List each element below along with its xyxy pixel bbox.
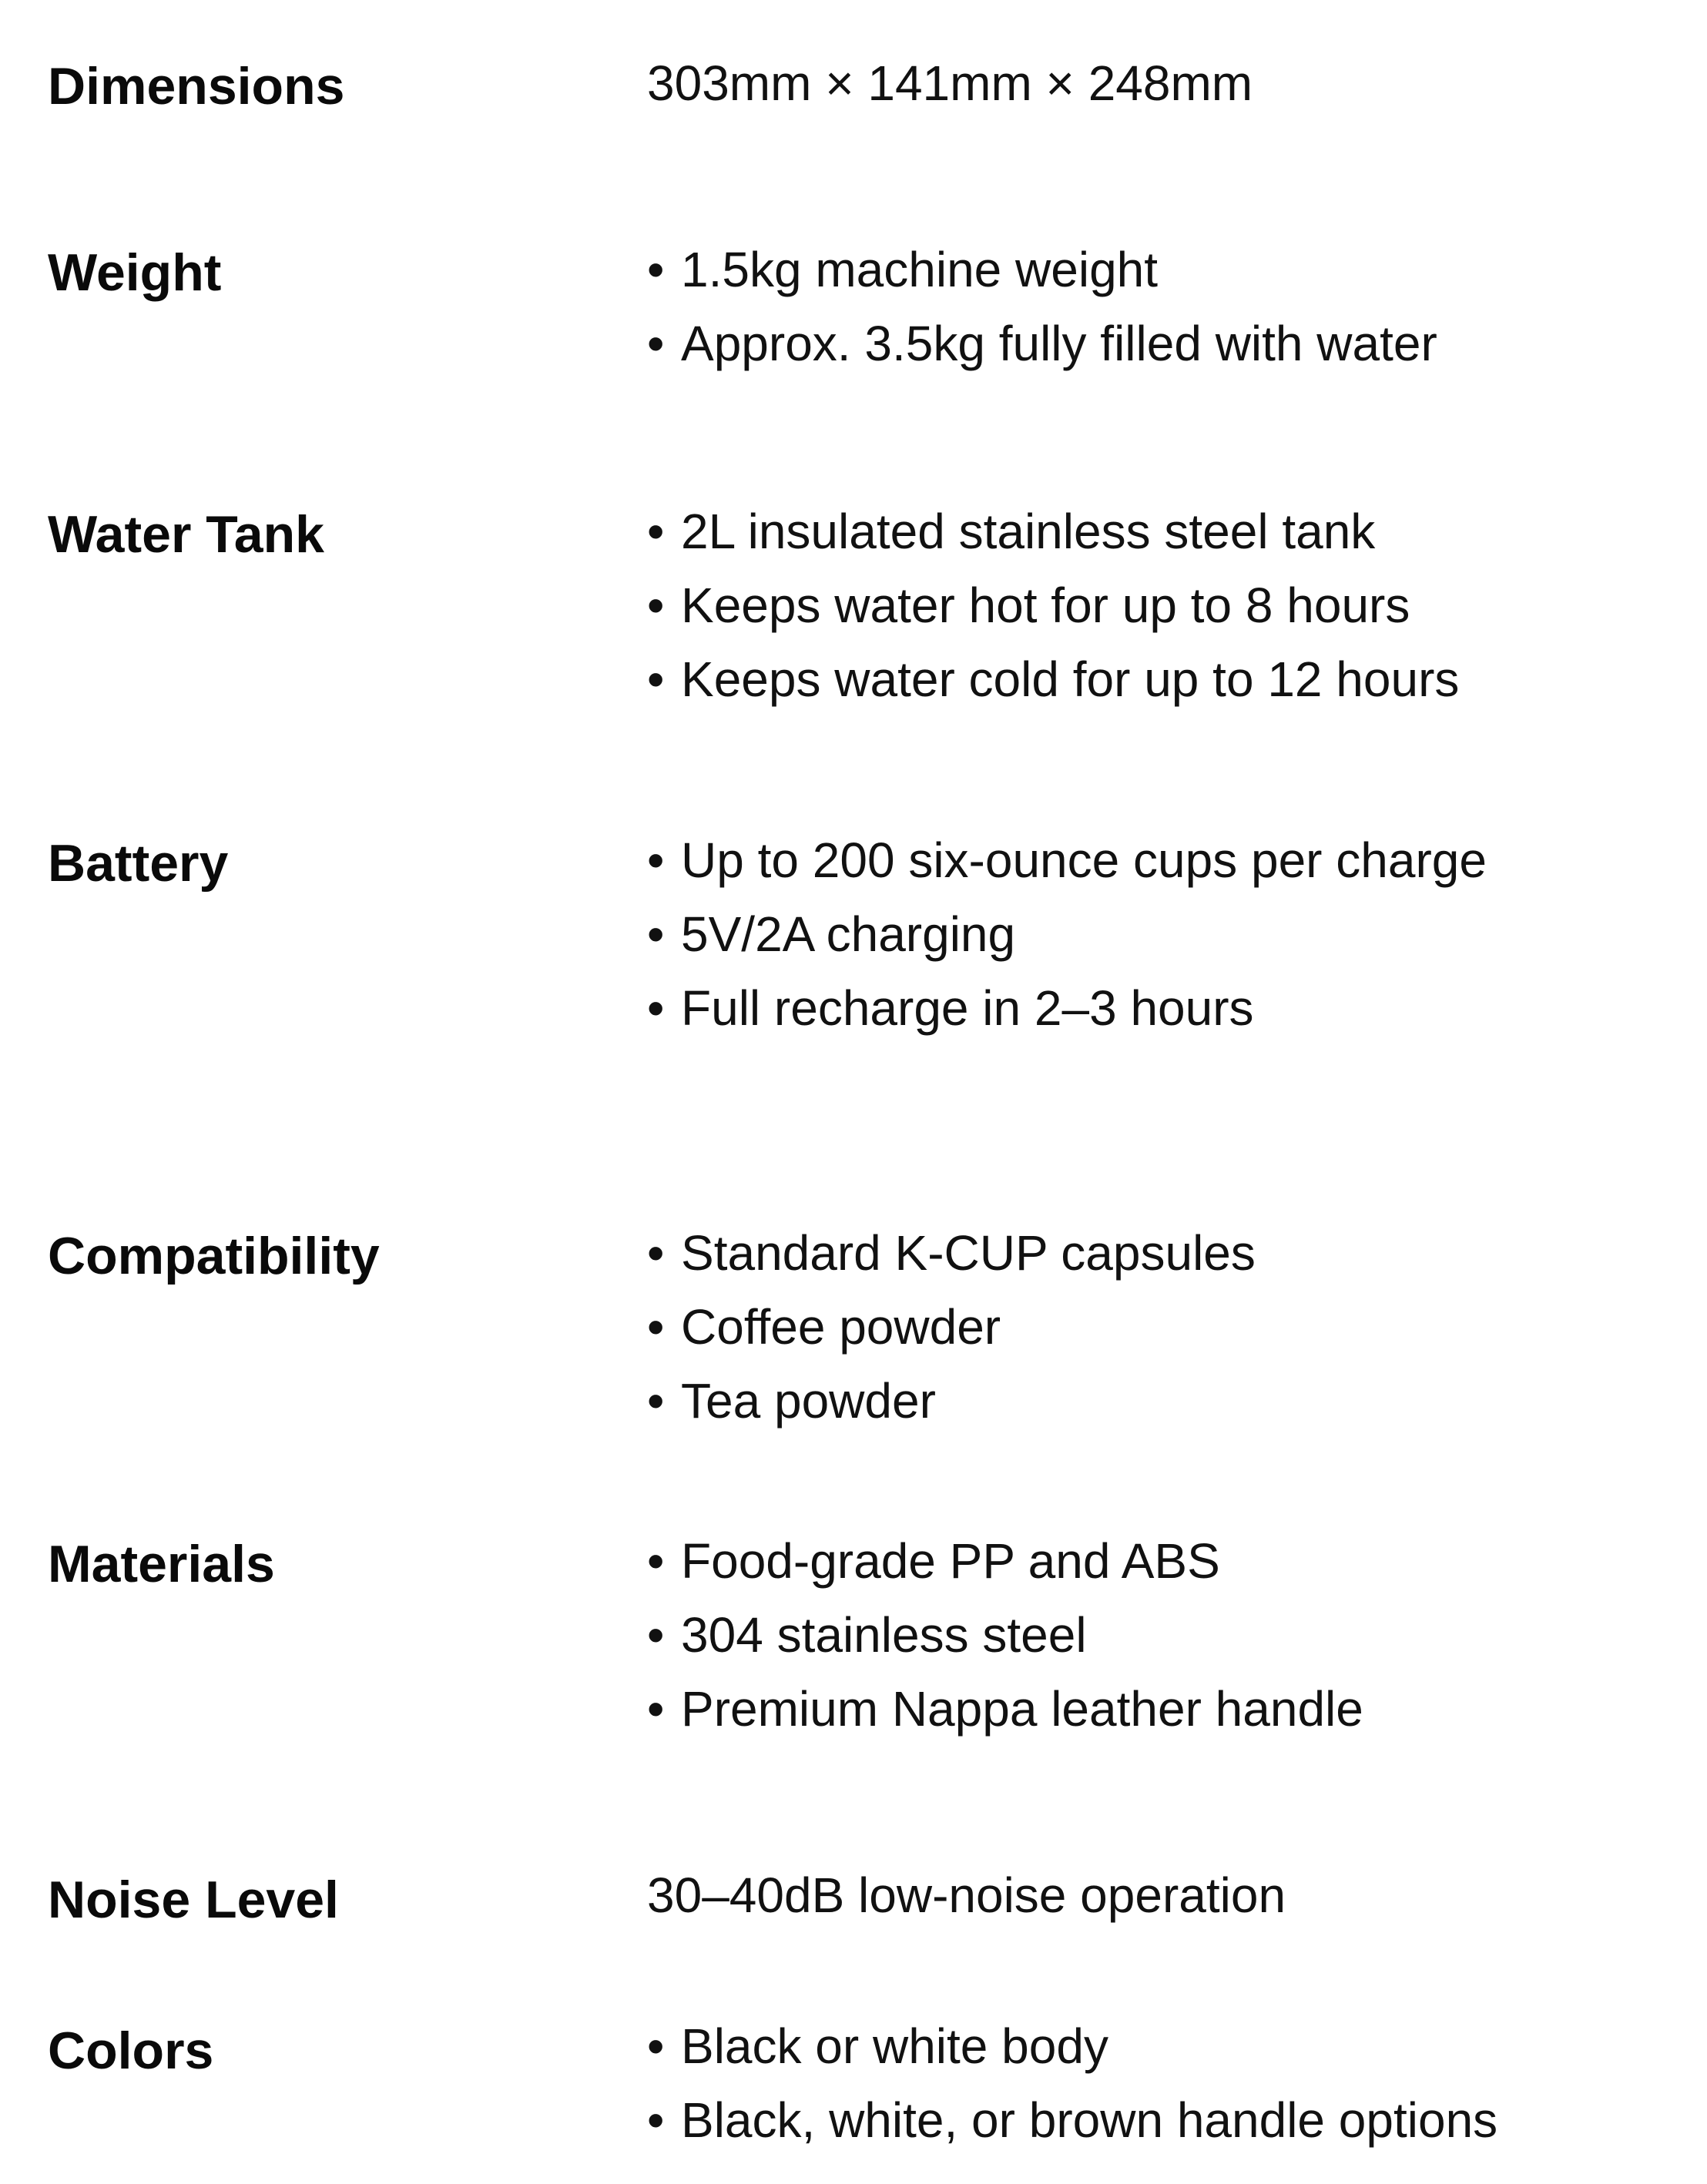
spec-bullet-item: • Full recharge in 2–3 hours	[647, 971, 1487, 1045]
spec-bullet-item: • Keeps water hot for up to 8 hours	[647, 568, 1459, 642]
spec-values	[647, 2009, 1497, 2157]
spec-bullet-item: • 304 stainless steel	[647, 1598, 1363, 1672]
bullet-icon: •	[647, 1681, 665, 1737]
bullet-icon: •	[647, 242, 665, 297]
spec-label: Water Tank	[48, 505, 324, 564]
bullet-icon: •	[647, 906, 665, 962]
bullet-icon: •	[647, 1373, 665, 1429]
spec-values	[647, 1216, 1256, 1438]
bullet-icon: •	[647, 2018, 665, 2074]
spec-bullet-item: • Standard K-CUP capsules	[647, 1216, 1256, 1290]
bullet-icon: •	[647, 2092, 665, 2148]
spec-value: 303mm × 141mm × 248mm	[647, 55, 1253, 111]
spec-label: Materials	[48, 1535, 275, 1593]
spec-bullet-item: • Up to 200 six-ounce cups per charge	[647, 823, 1487, 897]
spec-bullet-item: • Coffee powder	[647, 1290, 1256, 1364]
spec-bullet-item: • Black, white, or brown handle options	[647, 2083, 1497, 2157]
bullet-icon: •	[647, 1533, 665, 1589]
spec-bullet-item: • Tea powder	[647, 1364, 1256, 1438]
bullet-icon: •	[647, 832, 665, 888]
spec-values	[647, 233, 1437, 380]
spec-bullet-item: • Premium Nappa leather handle	[647, 1672, 1363, 1746]
bullet-icon: •	[647, 980, 665, 1036]
bullet-icon: •	[647, 578, 665, 633]
spec-values	[647, 494, 1459, 716]
spec-bullet-item: • 1.5kg machine weight	[647, 233, 1437, 306]
spec-bullet-item: • Approx. 3.5kg fully filled with water	[647, 306, 1437, 380]
bullet-icon: •	[647, 504, 665, 559]
spec-label: Weight	[48, 243, 222, 302]
spec-values	[647, 823, 1487, 1045]
spec-values	[647, 1524, 1363, 1746]
spec-value: 30–40dB low-noise operation	[647, 1867, 1286, 1923]
spec-bullet-item: • Black or white body	[647, 2009, 1497, 2083]
bullet-icon: •	[647, 1299, 665, 1355]
spec-label: Noise Level	[48, 1871, 339, 1929]
spec-label: Colors	[48, 2022, 214, 2080]
bullet-icon: •	[647, 652, 665, 707]
spec-bullet-item: • 2L insulated stainless steel tank	[647, 494, 1459, 568]
spec-values	[647, 46, 1253, 120]
spec-bullet-item: • 5V/2A charging	[647, 897, 1487, 971]
spec-values	[647, 1858, 1286, 1932]
bullet-icon: •	[647, 316, 665, 371]
spec-label: Compatibility	[48, 1227, 380, 1285]
spec-label: Dimensions	[48, 57, 345, 116]
bullet-icon: •	[647, 1607, 665, 1663]
spec-bullet-item: • Keeps water cold for up to 12 hours	[647, 642, 1459, 716]
spec-bullet-item: • Food-grade PP and ABS	[647, 1524, 1363, 1598]
bullet-icon: •	[647, 1225, 665, 1281]
spec-label: Battery	[48, 834, 229, 893]
